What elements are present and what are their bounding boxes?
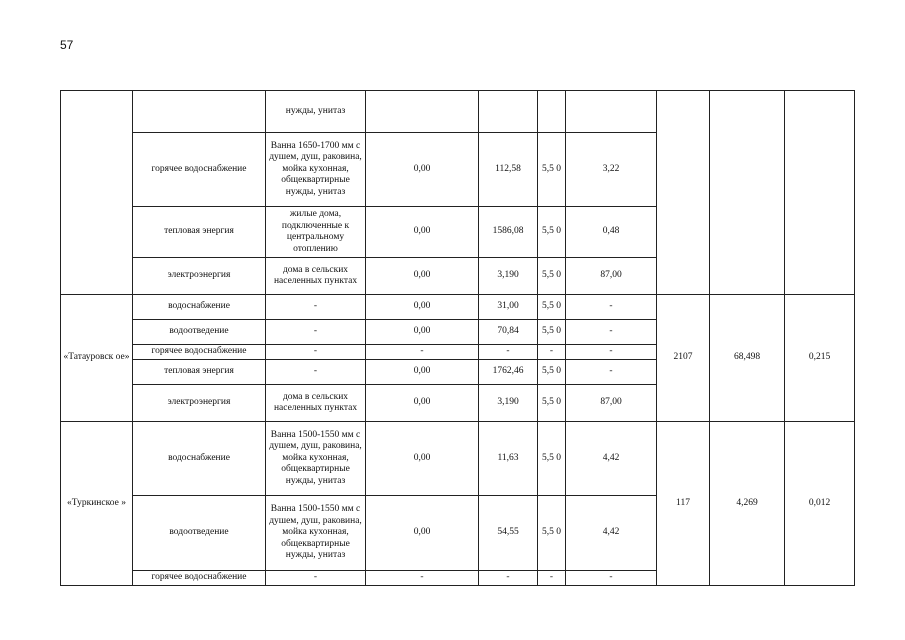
utility-cell: водоснабжение <box>133 422 266 496</box>
page-number: 57 <box>60 38 74 52</box>
value-cell-3: 5,5 0 <box>538 295 566 320</box>
value-cell-3: 5,5 0 <box>538 320 566 345</box>
value-cell-2: 54,55 <box>479 496 538 571</box>
value-cell-4: - <box>566 360 657 385</box>
value-cell-3: 5,5 0 <box>538 496 566 571</box>
value-cell-4: 4,42 <box>566 422 657 496</box>
utility-cell: тепловая энергия <box>133 360 266 385</box>
utility-cell: тепловая энергия <box>133 207 266 258</box>
total-cell-c: 0,012 <box>785 422 855 586</box>
total-cell-a: 2107 <box>657 295 710 422</box>
value-cell-2 <box>479 91 538 133</box>
value-cell-2: 3,190 <box>479 258 538 295</box>
value-cell-3: - <box>538 571 566 586</box>
value-cell-4: 4,42 <box>566 496 657 571</box>
value-cell-3: 5,5 0 <box>538 360 566 385</box>
value-cell-1: 0,00 <box>366 385 479 422</box>
tariff-table <box>60 90 855 586</box>
value-cell-1: 0,00 <box>366 496 479 571</box>
value-cell-3: - <box>538 345 566 360</box>
description-cell: Ванна 1500-1550 мм с душем, душ, раковина, мойка кухонная, общеквартирные нужды, унитаз <box>266 422 366 496</box>
value-cell-2: 112,58 <box>479 133 538 207</box>
total-cell-c: 0,215 <box>785 295 855 422</box>
description-cell: - <box>266 295 366 320</box>
description-cell: дома в сельских населенных пунктах <box>266 385 366 422</box>
utility-cell: электроэнергия <box>133 258 266 295</box>
settlement-name-tataurovskoe: «Татауровск ое» <box>61 295 133 422</box>
total-cell-b: 4,269 <box>710 422 785 586</box>
value-cell-3: 5,5 0 <box>538 422 566 496</box>
settlement-cell <box>61 91 133 295</box>
utility-cell: электроэнергия <box>133 385 266 422</box>
value-cell-2: - <box>479 345 538 360</box>
value-cell-4: - <box>566 295 657 320</box>
utility-cell <box>133 91 266 133</box>
utility-cell: водоотведение <box>133 320 266 345</box>
table-row <box>61 91 855 133</box>
value-cell-4: 87,00 <box>566 258 657 295</box>
value-cell-2: 1762,46 <box>479 360 538 385</box>
table-row <box>61 295 855 320</box>
description-cell: - <box>266 360 366 385</box>
total-cell-c <box>785 91 855 295</box>
value-cell-4: - <box>566 571 657 586</box>
value-cell-1: 0,00 <box>366 295 479 320</box>
value-cell-4: 87,00 <box>566 385 657 422</box>
value-cell-1: 0,00 <box>366 422 479 496</box>
value-cell-1: 0,00 <box>366 360 479 385</box>
value-cell-1: 0,00 <box>366 320 479 345</box>
value-cell-1: 0,00 <box>366 133 479 207</box>
description-cell: - <box>266 345 366 360</box>
value-cell-2: - <box>479 571 538 586</box>
value-cell-2: 1586,08 <box>479 207 538 258</box>
description-cell: дома в сельских населенных пунктах <box>266 258 366 295</box>
total-cell-a: 117 <box>657 422 710 586</box>
value-cell-4 <box>566 91 657 133</box>
value-cell-1 <box>366 91 479 133</box>
value-cell-1: 0,00 <box>366 207 479 258</box>
utility-cell: горячее водоснабжение <box>133 133 266 207</box>
total-cell-a <box>657 91 710 295</box>
value-cell-3: 5,5 0 <box>538 258 566 295</box>
table-row <box>61 422 855 496</box>
settlement-name-turkinskoe: «Туркинское » <box>61 422 133 586</box>
value-cell-2: 11,63 <box>479 422 538 496</box>
description-cell: Ванна 1650-1700 мм с душем, душ, раковина, мойка кухонная, общеквартирные нужды, унитаз <box>266 133 366 207</box>
utility-cell: водоснабжение <box>133 295 266 320</box>
value-cell-3 <box>538 91 566 133</box>
utility-cell: водоотведение <box>133 496 266 571</box>
description-cell: - <box>266 571 366 586</box>
utility-cell: горячее водоснабжение <box>133 571 266 586</box>
value-cell-4: 0,48 <box>566 207 657 258</box>
total-cell-b: 68,498 <box>710 295 785 422</box>
value-cell-1: - <box>366 345 479 360</box>
value-cell-3: 5,5 0 <box>538 207 566 258</box>
value-cell-3: 5,5 0 <box>538 385 566 422</box>
value-cell-1: - <box>366 571 479 586</box>
value-cell-4: - <box>566 320 657 345</box>
value-cell-2: 31,00 <box>479 295 538 320</box>
value-cell-1: 0,00 <box>366 258 479 295</box>
description-cell: - <box>266 320 366 345</box>
value-cell-3: 5,5 0 <box>538 133 566 207</box>
utility-cell: горячее водоснабжение <box>133 345 266 360</box>
description-cell: жилые дома, подключенные к центральному отоплению <box>266 207 366 258</box>
value-cell-4: - <box>566 345 657 360</box>
value-cell-4: 3,22 <box>566 133 657 207</box>
description-cell: Ванна 1500-1550 мм с душем, душ, раковина, мойка кухонная, общеквартирные нужды, унитаз <box>266 496 366 571</box>
value-cell-2: 3,190 <box>479 385 538 422</box>
description-cell: нужды, унитаз <box>266 91 366 133</box>
value-cell-2: 70,84 <box>479 320 538 345</box>
total-cell-b <box>710 91 785 295</box>
